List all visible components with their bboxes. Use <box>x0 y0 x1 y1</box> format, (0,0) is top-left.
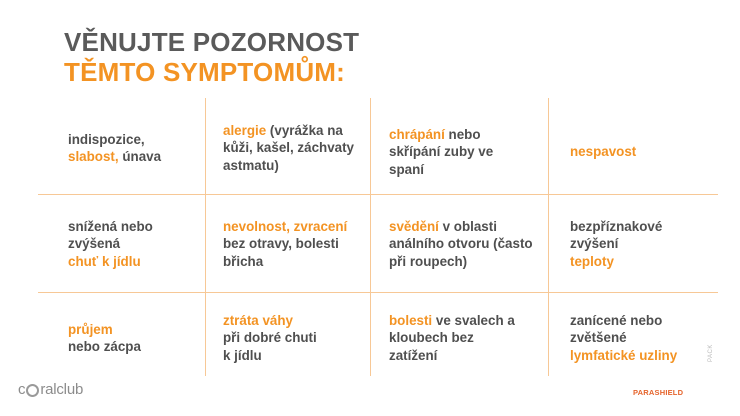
logo-text-start: c <box>18 381 26 398</box>
symptom-cell <box>223 108 373 188</box>
symptom-cell <box>223 204 373 284</box>
symptom-text: ztráta váhy při dobré chuti k jídlu <box>223 312 317 363</box>
logo-ring-icon <box>26 384 39 397</box>
symptom-text: indispozice, slabost, únava <box>68 131 162 164</box>
symptom-cell <box>389 112 539 192</box>
symptom-text: alergie (vyrážka na kůži, kašel, záchvaty astmatu) <box>223 122 355 173</box>
parashield-brand: PARASHIELD <box>633 388 684 397</box>
slide-title <box>64 27 359 87</box>
grid-divider-horizontal <box>38 194 718 195</box>
symptom-text: snížená nebo zvýšená chuť k jídlu <box>68 218 153 269</box>
symptom-text: nespavost <box>570 144 637 160</box>
symptom-cell <box>68 108 218 188</box>
symptom-cell <box>570 112 720 192</box>
symptom-text: svědění v oblasti análního otvoru (často při roupech) <box>389 218 533 269</box>
symptom-cell <box>570 298 720 378</box>
coralclub-logo <box>18 381 83 398</box>
symptom-text: průjem nebo zácpa <box>68 321 141 354</box>
symptom-cell <box>68 298 218 378</box>
symptom-text: chrápání nebo skřípání zuby ve spaní <box>389 126 494 177</box>
symptom-grid <box>30 98 716 376</box>
symptom-cell <box>570 204 720 284</box>
symptom-text: bolesti ve svalech a kloubech bez zatížení <box>389 312 515 363</box>
symptom-text: zanícené nebo zvětšené lymfatické uzliny <box>570 312 678 363</box>
title-line-1: VĚNUJTE POZORNOST <box>64 27 360 57</box>
symptom-cell <box>68 204 218 284</box>
grid-divider-vertical <box>548 98 549 376</box>
symptom-cell <box>389 204 539 284</box>
symptom-cell <box>223 298 373 378</box>
pack-label: PACK <box>708 344 714 362</box>
title-line-2: TĚMTO SYMPTOMŮM: <box>64 57 346 87</box>
symptom-text: nevolnost, zvracení bez otravy, bolesti břicha <box>223 218 348 269</box>
logo-text-end: ralclub <box>40 381 84 398</box>
grid-divider-horizontal <box>38 292 718 293</box>
symptom-cell <box>389 298 539 378</box>
symptom-text: bezpříznakové zvýšení teploty <box>570 218 663 269</box>
